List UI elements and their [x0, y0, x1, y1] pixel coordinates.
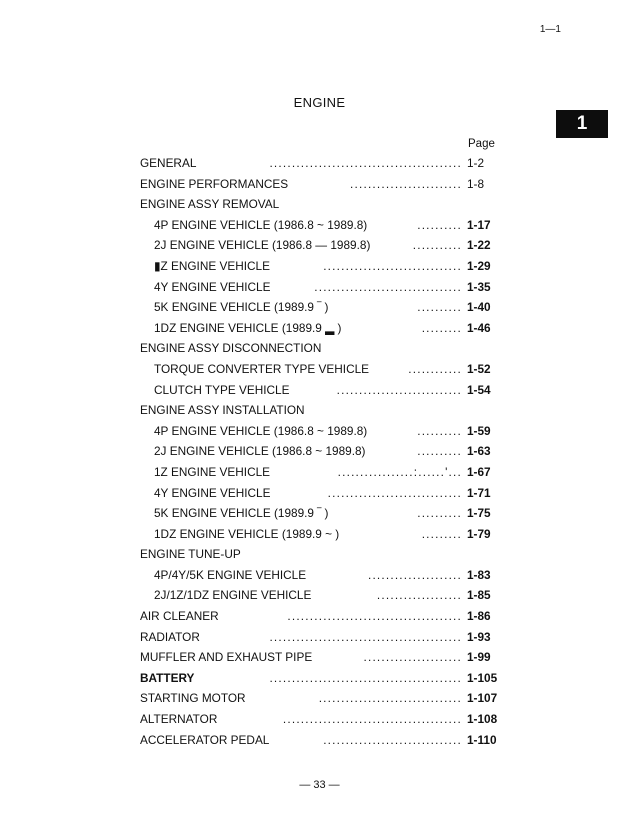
- toc-entry-page: 1-79: [467, 526, 491, 541]
- toc-entry-label: 1Z ENGINE VEHICLE: [154, 464, 271, 479]
- toc-entry: [140, 565, 510, 586]
- toc-entry-leader: ...................: [376, 588, 462, 603]
- toc-entry-label: 4P ENGINE VEHICLE (1986.8 ~ 1989.8): [154, 217, 368, 232]
- toc-entry-page: 1-2: [467, 156, 485, 170]
- toc-entry-label: RADIATOR: [140, 629, 200, 644]
- toc-entry: [140, 544, 510, 565]
- toc-entry: [140, 668, 510, 689]
- toc-entry-label: ALTERNATOR: [140, 712, 218, 727]
- toc-entry-label: 1DZ ENGINE VEHICLE (1989.9 ▂ ): [154, 320, 342, 335]
- toc-entry-leader: ............: [408, 361, 462, 376]
- toc-entry: [140, 483, 510, 504]
- toc-entry-label: STARTING MOTOR: [140, 691, 246, 706]
- toc-entry: [140, 730, 510, 751]
- toc-entry-leader: ..............................: [327, 485, 462, 500]
- toc-entry-page: 1-110: [467, 732, 497, 747]
- toc-entry-page: 1-17: [467, 217, 491, 232]
- toc-entry: [140, 277, 510, 298]
- toc-entry: [140, 235, 510, 256]
- toc-entry-leader: .......................................: [287, 609, 462, 624]
- toc-entry: [140, 174, 510, 195]
- toc-entry-label: ENGINE ASSY INSTALLATION: [140, 403, 305, 418]
- toc-entry-leader: ...............................: [323, 258, 462, 273]
- toc-entry-leader: .........: [421, 526, 462, 541]
- toc-entry: [140, 524, 510, 545]
- toc-entry: [140, 318, 510, 339]
- toc-entry-leader: ......................: [363, 650, 462, 665]
- toc-entry-label: 4P/4Y/5K ENGINE VEHICLE: [154, 567, 307, 582]
- toc-entry-leader: ...........: [412, 238, 462, 253]
- toc-entry-label: 1DZ ENGINE VEHICLE (1989.9 ~ ): [154, 526, 340, 541]
- toc-entry: [140, 297, 510, 318]
- toc-entry: [140, 647, 510, 668]
- toc-entry: [140, 194, 510, 215]
- toc-entry-leader: ..........: [417, 444, 462, 459]
- toc-entry: [140, 359, 510, 380]
- toc-entry-leader: .........................: [350, 176, 462, 191]
- toc-entry: [140, 338, 510, 359]
- toc-entry-page: 1-99: [467, 650, 491, 665]
- toc-entry-leader: ........................................: [282, 712, 462, 727]
- toc-entry-leader: ................................: [318, 691, 462, 706]
- toc-entry-page: 1-22: [467, 238, 491, 253]
- page-title: ENGINE: [293, 95, 346, 110]
- toc-entry-label: 2J ENGINE VEHICLE (1986.8 — 1989.8): [154, 238, 371, 253]
- toc-entry: [140, 215, 510, 236]
- toc-entry-label: 4P ENGINE VEHICLE (1986.8 ~ 1989.8): [154, 423, 368, 438]
- toc-entry: [140, 400, 510, 421]
- toc-entry-page: 1-85: [467, 588, 491, 603]
- toc-entry-page: 1-93: [467, 629, 491, 644]
- toc-entry-leader: .....................: [367, 567, 462, 582]
- toc-entry: [140, 585, 510, 606]
- toc-entry-label: ▮Z ENGINE VEHICLE: [154, 258, 270, 273]
- toc-entry-page: 1-46: [467, 320, 491, 335]
- toc-entry-leader: .........: [421, 320, 462, 335]
- toc-entry: [140, 709, 510, 730]
- toc-entry-label: ENGINE TUNE-UP: [140, 547, 241, 562]
- toc-entry-leader: ...........................................: [269, 156, 462, 170]
- toc-entry-label: 2J ENGINE VEHICLE (1986.8 ~ 1989.8): [154, 444, 366, 459]
- toc-entry-page: 1-86: [467, 609, 491, 624]
- toc-entry-page: 1-8: [467, 176, 485, 191]
- toc-entry-page: 1-75: [467, 506, 491, 521]
- toc-entry: [140, 606, 510, 627]
- toc-entry-label: ENGINE ASSY REMOVAL: [140, 197, 280, 212]
- toc-entry-page: 1-71: [467, 485, 491, 500]
- toc-entry-label: GENERAL: [140, 156, 197, 170]
- table-of-contents: [140, 153, 510, 750]
- toc-entry-leader: .................................: [314, 279, 462, 294]
- toc-entry: [140, 256, 510, 277]
- toc-entry: [140, 688, 510, 709]
- toc-entry-page: 1-83: [467, 567, 491, 582]
- toc-entry: [140, 421, 510, 442]
- toc-entry-label: 2J/1Z/1DZ ENGINE VEHICLE: [154, 588, 312, 603]
- toc-entry-page: 1-107: [467, 691, 498, 706]
- toc-entry-leader: ..........: [417, 300, 462, 315]
- toc-entry-label: ENGINE PERFORMANCES: [140, 176, 289, 191]
- toc-entry-leader: ............................: [336, 382, 462, 397]
- toc-entry: [140, 441, 510, 462]
- toc-entry-leader: ...........................................: [269, 670, 462, 685]
- toc-entry-page: 1-54: [467, 382, 491, 397]
- toc-entry-label: ENGINE ASSY DISCONNECTION: [140, 341, 322, 356]
- toc-entry-label: 5K ENGINE VEHICLE (1989.9 ‾ ): [154, 506, 329, 521]
- toc-entry-leader: ..........: [417, 506, 462, 521]
- section-tab: 1: [556, 110, 608, 138]
- toc-entry-label: TORQUE CONVERTER TYPE VEHICLE: [154, 361, 370, 376]
- toc-entry-label: CLUTCH TYPE VEHICLE: [154, 382, 290, 397]
- toc-entry-leader: ...........................................: [269, 629, 462, 644]
- toc-entry-label: AIR CLEANER: [140, 609, 219, 624]
- toc-entry-page: 1-59: [467, 423, 491, 438]
- toc-entry-page: 1-108: [467, 712, 498, 727]
- toc-entry-page: 1-52: [467, 361, 491, 376]
- toc-entry: [140, 462, 510, 483]
- toc-entry-page: 1-35: [467, 279, 491, 294]
- toc-entry: [140, 153, 510, 174]
- toc-entry-label: ACCELERATOR PEDAL: [140, 732, 270, 747]
- toc-entry-leader: ..........: [417, 217, 462, 232]
- toc-entry: [140, 503, 510, 524]
- toc-entry-page: 1-63: [467, 444, 491, 459]
- toc-entry-leader: ...............................: [323, 732, 462, 747]
- toc-entry-label: MUFFLER AND EXHAUST PIPE: [140, 650, 313, 665]
- page-footer: — 33 —: [299, 779, 340, 791]
- toc-entry-leader: .................:......'...: [337, 464, 462, 479]
- toc-entry-leader: ..........: [417, 423, 462, 438]
- running-page-number: 1—1: [539, 24, 561, 35]
- toc-entry-label: BATTERY: [140, 670, 195, 685]
- toc-entry-page: 1-29: [467, 258, 491, 273]
- toc-entry-page: 1-105: [467, 670, 498, 685]
- toc-entry-page: 1-67: [467, 464, 491, 479]
- toc-entry: [140, 380, 510, 401]
- toc-entry: [140, 627, 510, 648]
- toc-entry-page: 1-40: [467, 300, 491, 315]
- toc-entry-label: 5K ENGINE VEHICLE (1989.9 ‾ ): [154, 300, 329, 315]
- toc-entry-label: 4Y ENGINE VEHICLE: [154, 485, 271, 500]
- toc-entry-label: 4Y ENGINE VEHICLE: [154, 279, 271, 294]
- page-column-header: Page: [468, 138, 495, 150]
